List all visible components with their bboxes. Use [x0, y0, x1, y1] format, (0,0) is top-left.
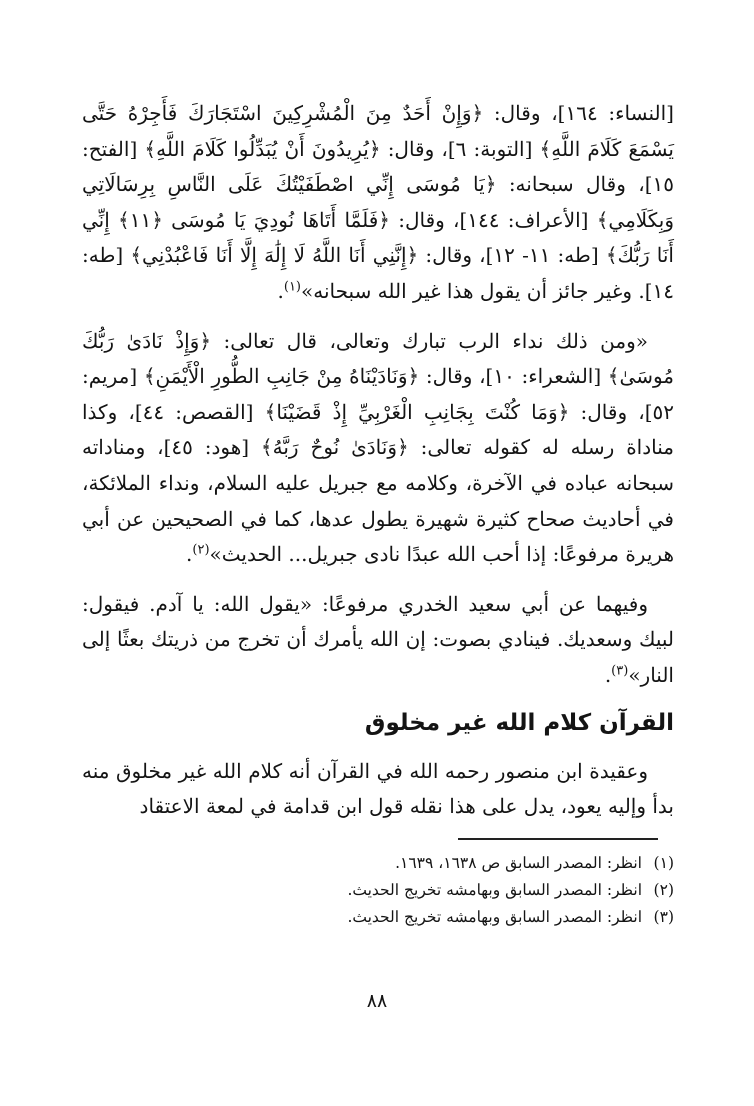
footnote-divider	[458, 838, 658, 840]
footnote-3	[82, 904, 674, 931]
footnote-1	[82, 850, 674, 877]
page-number: ٨٨	[366, 990, 388, 1012]
footnote-ref-3: (٣)	[611, 663, 629, 679]
paragraph-3-text: وفيهما عن أبي سعيد الخدري مرفوعًا: «يقول الله: يا آدم. فيقول: لبيك وسعديك. فينادي بصوت: إن الله يأمرك أن تخرج من ذريتك بعثًا إلى النار»	[82, 591, 674, 687]
paragraph-2: «ومن ذلك نداء الرب تبارك وتعالى، قال تعالى: ﴿وَإِذْ نَادَىٰ رَبُّكَ مُوسَىٰ﴾ [الشعراء: ١٠]، وقال: ﴿وَنَادَيْنَاهُ مِنْ جَانِبِ الطُّورِ الْأَيْمَنِ﴾ [مريم: ٥٢]، وقال: ﴿وَمَا كُنْتَ بِجَانِبِ الْغَرْبِيِّ إِذْ قَضَيْنَا﴾ [القصص: ٤٤]، وكذا مناداة رسله له كقوله تعالى: ﴿وَنَادَىٰ نُوحٌ رَبَّهُ﴾ [هود: ٤٥]، ومناداته سبحانه عباده في الآخرة، وكلامه مع جبريل عليه السلام، ونداء الملائكة، في أحاديث صحاح كثيرة شهيرة يطول عدها، كما في الصحيحين عن أبي هريرة مرفوعًا: إذا أحب الله عبدًا نادى جبريل... الحديث»$^{(٢)}$.	[82, 328, 674, 567]
footnotes	[82, 850, 674, 931]
paragraph-3: وفيهما عن أبي سعيد الخدري مرفوعًا: «يقول الله: يا آدم. فيقول: لبيك وسعديك. فينادي بصوت: إن الله يأمرك أن تخرج من ذريتك بعثًا إلى النار»$^{(٣)}$.	[82, 591, 674, 687]
section-heading: القرآن كلام الله غير مخلوق	[364, 709, 674, 736]
footnote-2	[82, 877, 674, 904]
paragraph-1: [النساء: ١٦٤]، وقال: ﴿وَإِنْ أَحَدٌ مِنَ الْمُشْرِكِينَ اسْتَجَارَكَ فَأَجِرْهُ حَتَّى يَسْمَعَ كَلَامَ اللَّهِ﴾ [التوبة: ٦]، وقال: ﴿يُرِيدُونَ أَنْ يُبَدِّلُوا كَلَامَ اللَّهِ﴾ [الفتح: ١٥]، وقال سبحانه: ﴿يَا مُوسَى إِنِّي اصْطَفَيْتُكَ عَلَى النَّاسِ بِرِسَالَاتِي وَبِكَلَامِي﴾ [الأعراف: ١٤٤]، وقال: ﴿فَلَمَّا أَتَاهَا نُودِيَ يَا مُوسَى ﴿١١﴾ إِنِّي أَنَا رَبُّكَ﴾ [طه: ١١- ١٢]، وقال: ﴿إِنَّنِي أَنَا اللَّهُ لَا إِلَٰهَ إِلَّا أَنَا فَاعْبُدْنِي﴾ [طه: ١٤]. وغير جائز أن يقول هذا غير الله سبحانه»$^{(١)}$.	[82, 101, 675, 303]
footnote-text: انظر: المصدر السابق ص ١٦٣٨، ١٦٣٩.	[395, 854, 642, 872]
footnote-ref-2: (٢)	[192, 542, 210, 558]
footnote-number: (٢)	[653, 881, 674, 899]
main-text	[82, 96, 674, 839]
paragraph-2-text: «ومن ذلك نداء الرب تبارك وتعالى، قال تعالى: ﴿وَإِذْ نَادَىٰ رَبُّكَ مُوسَىٰ﴾ [الشعراء: ١٠]، وقال: ﴿وَنَادَيْنَاهُ مِنْ جَانِبِ الطُّورِ الْأَيْمَنِ﴾ [مريم: ٥٢]، وقال: ﴿وَمَا كُنْتَ بِجَانِبِ الْغَرْبِيِّ إِذْ قَضَيْنَا﴾ [القصص: ٤٤]، وكذا مناداة رسله له كقوله تعالى: ﴿وَنَادَىٰ نُوحٌ رَبَّهُ﴾ [هود: ٤٥]، ومناداته سبحانه عباده في الآخرة، وكلامه مع جبريل عليه السلام، ونداء الملائكة، في أحاديث صحاح كثيرة شهيرة يطول عدها، كما في الصحيحين عن أبي هريرة مرفوعًا: إذا أحب الله عبدًا نادى جبريل... الحديث»	[82, 328, 674, 567]
paragraph-4: وعقيدة ابن منصور رحمه الله في القرآن أنه كلام الله غير مخلوق منه بدأ وإليه يعود، يدل على هذا نقله قول ابن قدامة في لمعة الاعتقاد	[82, 758, 674, 819]
footnote-number: (٣)	[653, 908, 674, 926]
footnote-text: انظر: المصدر السابق وبهامشه تخريج الحديث.	[347, 881, 642, 899]
paragraph-1-text: [النساء: ١٦٤]، وقال: ﴿وَإِنْ أَحَدٌ مِنَ الْمُشْرِكِينَ اسْتَجَارَكَ فَأَجِرْهُ حَتَّى يَسْمَعَ كَلَامَ اللَّهِ﴾ [التوبة: ٦]، وقال: ﴿يُرِيدُونَ أَنْ يُبَدِّلُوا كَلَامَ اللَّهِ﴾ [الفتح: ١٥]، وقال سبحانه: ﴿يَا مُوسَى إِنِّي اصْطَفَيْتُكَ عَلَى النَّاسِ بِرِسَالَاتِي وَبِكَلَامِي﴾ [الأعراف: ١٤٤]، وقال: ﴿فَلَمَّا أَتَاهَا نُودِيَ يَا مُوسَى ﴿١١﴾ إِنِّي أَنَا رَبُّكَ﴾ [طه: ١١- ١٢]، وقال: ﴿إِنَّنِي أَنَا اللَّهُ لَا إِلَٰهَ إِلَّا أَنَا فَاعْبُدْنِي﴾ [طه: ١٤]. وغير جائز أن يقول هذا غير الله سبحانه»	[82, 101, 675, 303]
footnote-text: انظر: المصدر السابق وبهامشه تخريج الحديث.	[347, 908, 642, 926]
footnote-number: (١)	[653, 854, 674, 872]
footnote-ref-1: (١)	[283, 279, 301, 295]
